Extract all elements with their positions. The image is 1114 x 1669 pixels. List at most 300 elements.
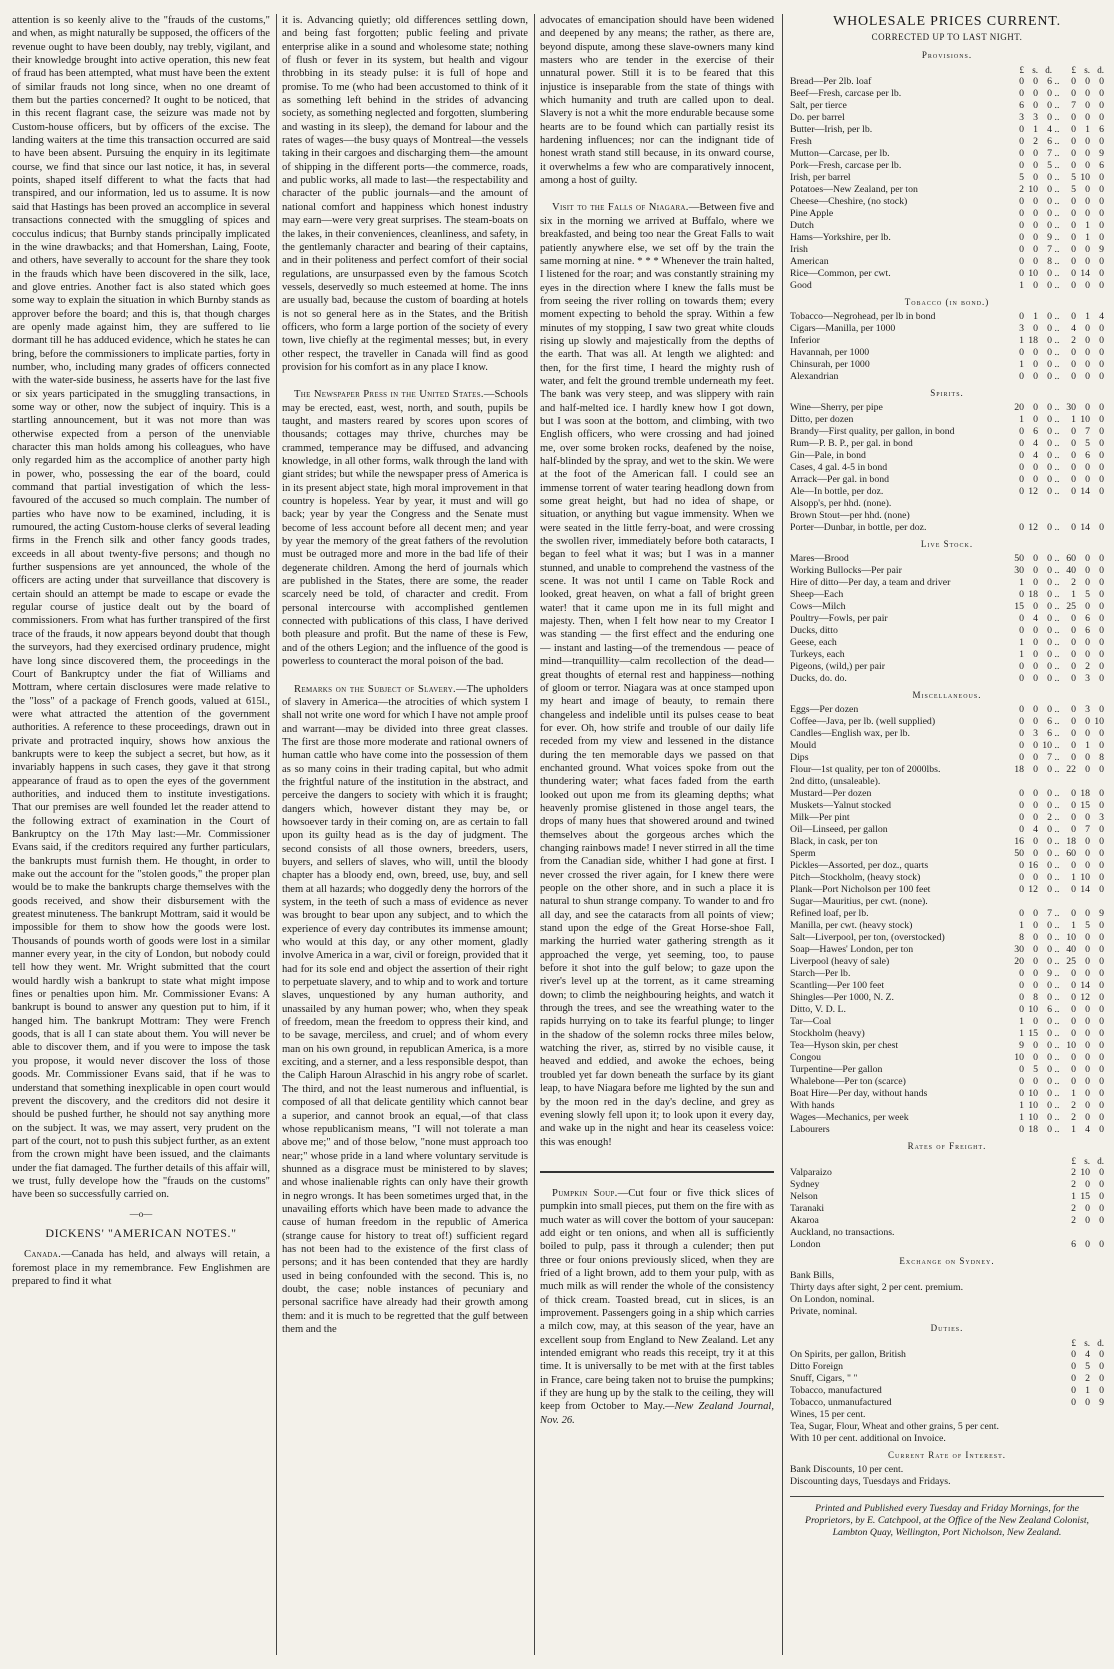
price-value: 0 <box>1019 88 1024 99</box>
price-value: 9 <box>1099 148 1104 159</box>
price-value: 0 <box>1071 426 1076 437</box>
freight-value: 15 <box>1080 1191 1090 1202</box>
range-separator: .. <box>1054 335 1060 346</box>
range-separator: .. <box>1054 932 1060 943</box>
price-value: 0 <box>1047 848 1052 859</box>
price-value: 0 <box>1033 872 1038 883</box>
range-separator: .. <box>1054 311 1060 322</box>
price-value: 0 <box>1085 244 1090 255</box>
price-value: 0 <box>1071 256 1076 267</box>
price-value: 0 <box>1047 359 1052 370</box>
price-row <box>790 553 1104 565</box>
price-value: 0 <box>1099 944 1104 955</box>
price-value: 0 <box>1019 860 1024 871</box>
price-value: 0 <box>1099 426 1104 437</box>
freight-row <box>790 1179 1104 1191</box>
price-value: 0 <box>1033 244 1038 255</box>
price-value: 0 <box>1071 486 1076 497</box>
freight-destination: Auckland, no transactions. <box>790 1227 895 1238</box>
price-value: 0 <box>1071 160 1076 171</box>
price-value: 0 <box>1019 992 1024 1003</box>
separator: —o— <box>129 1208 153 1219</box>
range-separator: .. <box>1054 1028 1060 1039</box>
price-row <box>790 764 1104 776</box>
price-section-heading: Live Stock. <box>920 539 974 549</box>
price-value: 0 <box>1019 196 1024 207</box>
customs-frauds-article: attention is so keenly alive to the "frauds of the customs," and when, as might naturally be supposed, the officers of the revenue ought to have been doubly, nay trebly, vigilant, and their knowledge brought into active operation, this new feat of fraud has been attempted, what must have been the extent of similar frauds not long since, when no one dreamt of them but the parties concerned? It ought to be noticed, that in this recent flagrant case, the seizure was made not by Custom-house officers, but by officers of the excise. The landing waiters at the time this transaction occurred are said to have been absent. Pursuing the enquiry in its legitimate course, we find that since our last notice, it has, in several points, shaped itself different to what the facts that had transpired, and our information, led us to assume. It is now said that Hastings has been proved an accomplice in several transactions connected with the smuggling of spices and cocculus indicus; that Burnby stands principally implicated in the wine drawbacks; and that Homershan, Laing, Foote, and others, have severally to account for the share they took in the frauds which have been discovered in the silk, lace, and glove entries. Another fact is also stated which goes some way to explain the situation in which Burnby stands as approver before the board; and this is, that though charges are openly made against him, they are suffered to lie dormant till he has adduced evidence, which he states he can bring, before the commissioners to implicate parties, forty in number, who, including many grades of officers connected with the water-side business, he asserts have for the last five or six years participated in the smuggling transactions, in some way or other, now the subject of inquiry. This is a startling announcement, but it was not more than was otherwise expected from a person of the unenviable character this man holds among his colleagues, who have only regarded him as the accomplice of another party high in power, who, possessing the ear of the board, could command that partial investigation of which the less-favoured of the accused so much complain. The number of parties who have now to be examined, including, it is rumoured, the acting Custom-house clerks of several leading firms in the French silk and other fancy goods trades, exceeds in all about twenty-five persons; and though no further suspensions are yet announced, the whole of the officers are acting under that surveillance that discovery is certain should an attempt be made to escape or evade the regular course of justice dealt out by the board of commissioners. From what has further transpired of the first trace of the frauds, it now appears beyond doubt that though the surveyors, had they exercised ordinary prudence, might have long since discovered them, the proceedings in the Court of Bankruptcy under the fiat of Williams and Mottram, where certain disclosures were made relative to the "loss" of a package of French goods, valued at 615l., were what attracted the attention of the government authorities. A reference to these proceedings, drawn out in private and protracted inquiry, shows how anxious the bankrupts were to keep the subject a secret, but how, as it invariably happens in such cases, they gave it that strong appearance of fraud as to open the eyes of the government authorities, and induced them to institute investigations. That our premises are well founded let the reader attend to the following extract of examination in the Court of Bankruptcy on the 17th May last:—Mr. Commissioner Evans said, if the creditors required any further particulars, the bankrupts must furnish them. He thought, in order to make out the account for the "stolen goods," the proper plan would be to make the bankrupts charge themselves with the goods received, and show their disbursement with the greatest minuteness. The bankrupt Mottram, said it would be impossible for them to show how the goods were lost. Thousands of pounds worth of goods were lost in a similar manner every year, in the city of London, but nobody could tell how they went. Mr. Wright submitted that the court would hardly wish a bankrupt to state what might impose fines or penalties upon him. Mr. Commissioner Evans: A bankrupt is bound to answer any question put to him, if it hanged him. The bankrupt Mottram: They were French goods, that is all I can state about them. You will never be able to discover them, and if you were to impose the task you propose, it would never discover the loss of those goods. Mr. Commissioner Evans said, that if he was to understand that something inexplicable in open court would prevent the discovery, and the creditors did not desire it should be pushed further, he should not say anything more on the subject. It was, we may assert, very prudent on the part of the court, not to push this subject further, as an extent from the crown might have been issued, and the claimants under the fiat damaged. The further details of this affair will, we trust, fully develope how the "frauds on the customs" have been so successfully carried on. <box>12 15 270 1201</box>
range-separator: .. <box>1054 208 1060 219</box>
price-row <box>790 414 1104 426</box>
price-value: 0 <box>1047 565 1052 576</box>
price-value: 0 <box>1019 1004 1024 1015</box>
price-table <box>790 402 1104 534</box>
freight-value: 0 <box>1099 1179 1104 1190</box>
price-value: 0 <box>1085 462 1090 473</box>
range-separator: .. <box>1054 824 1060 835</box>
price-value: 0 <box>1085 601 1090 612</box>
price-item: Tar—Coal <box>790 1016 832 1027</box>
price-item: American <box>790 256 829 267</box>
range-separator <box>1052 776 1062 788</box>
column-1 <box>12 14 270 1655</box>
price-value: 0 <box>1071 124 1076 135</box>
price-section-heading: Tobacco (in bond.) <box>904 297 990 307</box>
price-value: 0 <box>1099 347 1104 358</box>
freight-value: 2 <box>1071 1179 1076 1190</box>
price-row <box>790 752 1104 764</box>
price-item: Rum—P. B. P., per gal. in bond <box>790 438 913 449</box>
column-unit: £ <box>1071 1338 1076 1348</box>
freight-destination: Taranaki <box>790 1203 825 1214</box>
slavery-heading: Remarks on the Subject of Slavery. <box>294 683 457 695</box>
price-row <box>790 347 1104 359</box>
price-value: 0 <box>1047 426 1052 437</box>
price-item: Whalebone—Per ton (scarce) <box>790 1076 906 1087</box>
price-item: Turpentine—Per gallon <box>790 1064 883 1075</box>
price-value: 5 <box>1033 1064 1038 1075</box>
price-value: 22 <box>1066 764 1076 775</box>
price-value: 9 <box>1019 1040 1024 1051</box>
exchange-lines <box>790 1270 1104 1318</box>
price-row <box>790 438 1104 450</box>
price-value <box>1010 510 1024 522</box>
price-value: 0 <box>1047 112 1052 123</box>
price-value: 0 <box>1099 414 1104 425</box>
range-separator: .. <box>1054 450 1060 461</box>
price-value: 10 <box>1028 268 1038 279</box>
duty-item: Tobacco, manufactured <box>790 1385 882 1396</box>
price-value: 50 <box>1014 553 1024 564</box>
price-item: Cows—Milch <box>790 601 846 612</box>
price-value: 30 <box>1066 402 1076 413</box>
price-value: 0 <box>1071 522 1076 533</box>
price-value: 0 <box>1099 1004 1104 1015</box>
price-value: 16 <box>1028 860 1038 871</box>
freight-value: 0 <box>1085 1179 1090 1190</box>
price-value: 0 <box>1047 522 1052 533</box>
range-separator: .. <box>1054 474 1060 485</box>
price-value: 0 <box>1071 704 1076 715</box>
freight-value: 0 <box>1085 1215 1090 1226</box>
price-value: 0 <box>1099 577 1104 588</box>
price-value: 0 <box>1099 76 1104 87</box>
price-row <box>790 800 1104 812</box>
price-value <box>1010 776 1024 788</box>
price-value: 0 <box>1071 232 1076 243</box>
price-value: 0 <box>1085 812 1090 823</box>
price-value: 0 <box>1019 371 1024 382</box>
price-value: 0 <box>1047 637 1052 648</box>
price-value: 0 <box>1019 474 1024 485</box>
price-row <box>790 980 1104 992</box>
price-value: 8 <box>1099 752 1104 763</box>
price-value: 0 <box>1047 220 1052 231</box>
price-value: 0 <box>1033 956 1038 967</box>
price-value: 0 <box>1047 1112 1052 1123</box>
price-item: Boat Hire—Per day, without hands <box>790 1088 928 1099</box>
price-value: 3 <box>1085 704 1090 715</box>
price-value: 50 <box>1014 848 1024 859</box>
price-row <box>790 335 1104 347</box>
range-separator: .. <box>1054 1112 1060 1123</box>
price-value <box>1076 896 1090 908</box>
price-value: 12 <box>1028 522 1038 533</box>
price-value <box>1062 776 1076 788</box>
price-value: 0 <box>1099 100 1104 111</box>
range-separator: .. <box>1054 860 1060 871</box>
price-item: Cases, 4 gal. 4-5 in bond <box>790 462 888 473</box>
price-value: 0 <box>1085 764 1090 775</box>
price-value: 0 <box>1071 649 1076 660</box>
price-value: 0 <box>1019 908 1024 919</box>
price-value: 0 <box>1019 1124 1024 1135</box>
freight-destination: Nelson <box>790 1191 818 1202</box>
price-value: 0 <box>1019 522 1024 533</box>
price-value: 1 <box>1033 124 1038 135</box>
price-value: 0 <box>1085 359 1090 370</box>
price-value: 0 <box>1099 1064 1104 1075</box>
price-value: 0 <box>1047 824 1052 835</box>
price-row <box>790 323 1104 335</box>
price-item: Inferior <box>790 335 820 346</box>
price-value: 0 <box>1099 1016 1104 1027</box>
price-item: Manilla, per cwt. (heavy stock) <box>790 920 913 931</box>
price-row <box>790 1088 1104 1100</box>
price-value: 0 <box>1085 752 1090 763</box>
range-separator <box>1052 896 1062 908</box>
price-value: 0 <box>1033 740 1038 751</box>
price-value <box>1090 498 1104 510</box>
price-value: 1 <box>1071 920 1076 931</box>
price-value: 0 <box>1071 462 1076 473</box>
price-value: 0 <box>1033 196 1038 207</box>
duty-row <box>790 1373 1104 1385</box>
price-item: Pine Apple <box>790 208 834 219</box>
price-value: 0 <box>1047 462 1052 473</box>
price-value: 0 <box>1033 932 1038 943</box>
price-value: 0 <box>1071 613 1076 624</box>
price-value: 0 <box>1033 1016 1038 1027</box>
price-value: 0 <box>1085 908 1090 919</box>
duty-item: Ditto Foreign <box>790 1361 844 1372</box>
duty-item: On Spirits, per gallon, British <box>790 1349 906 1360</box>
price-value: 0 <box>1099 728 1104 739</box>
pumpkin-soup-paragraph <box>540 1187 774 1427</box>
price-value: 15 <box>1014 601 1024 612</box>
price-value <box>1038 896 1052 908</box>
price-value: 4 <box>1071 323 1076 334</box>
price-item: Hams—Yorkshire, per lb. <box>790 232 891 243</box>
range-separator <box>1052 498 1062 510</box>
price-value: 0 <box>1071 220 1076 231</box>
price-row <box>790 280 1104 292</box>
price-row <box>790 589 1104 601</box>
price-row <box>790 968 1104 980</box>
price-value: 0 <box>1099 661 1104 672</box>
price-row <box>790 920 1104 932</box>
price-value: 14 <box>1080 884 1090 895</box>
price-value <box>1024 896 1038 908</box>
price-item: Mutton—Carcase, per lb. <box>790 148 890 159</box>
price-value: 0 <box>1019 160 1024 171</box>
price-value: 0 <box>1071 280 1076 291</box>
duty-value: 0 <box>1099 1349 1104 1360</box>
column-rule <box>782 14 783 1655</box>
duty-note: Wines, 15 per cent. <box>790 1409 866 1420</box>
column-unit: d. <box>1097 65 1104 75</box>
price-value: 0 <box>1099 848 1104 859</box>
price-value: 0 <box>1099 932 1104 943</box>
price-value: 0 <box>1047 323 1052 334</box>
price-value: 0 <box>1071 359 1076 370</box>
price-value: 1 <box>1071 589 1076 600</box>
price-item: Potatoes—New Zealand, per ton <box>790 184 918 195</box>
price-row <box>790 788 1104 800</box>
price-value: 1 <box>1019 920 1024 931</box>
range-separator: .. <box>1054 565 1060 576</box>
price-row <box>790 836 1104 848</box>
column-rule <box>534 14 535 1655</box>
range-separator: .. <box>1054 136 1060 147</box>
price-value: 12 <box>1080 992 1090 1003</box>
price-value: 0 <box>1033 968 1038 979</box>
price-value: 1 <box>1019 577 1024 588</box>
freight-row <box>790 1227 1104 1239</box>
price-value: 0 <box>1085 100 1090 111</box>
range-separator: .. <box>1054 462 1060 473</box>
price-value: 4 <box>1033 824 1038 835</box>
price-item: Gin—Pale, in bond <box>790 450 866 461</box>
pumpkin-soup-source: —New Zealand Journal, Nov. 26. <box>540 1401 774 1426</box>
range-separator: .. <box>1054 76 1060 87</box>
freight-row <box>790 1239 1104 1251</box>
price-value: 18 <box>1028 1124 1038 1135</box>
price-value: 0 <box>1033 944 1038 955</box>
price-row <box>790 812 1104 824</box>
price-row <box>790 522 1104 534</box>
price-item: Irish, per barrel <box>790 172 851 183</box>
freight-value: 1 <box>1071 1191 1076 1202</box>
price-value: 0 <box>1047 956 1052 967</box>
price-value: 0 <box>1071 450 1076 461</box>
price-row <box>790 160 1104 172</box>
price-item: Refined loaf, per lb. <box>790 908 869 919</box>
price-value: 6 <box>1047 1004 1052 1015</box>
duties-table <box>790 1337 1104 1409</box>
price-value: 8 <box>1047 256 1052 267</box>
price-value: 0 <box>1085 565 1090 576</box>
freight-value: 0 <box>1099 1239 1104 1250</box>
price-value: 0 <box>1033 88 1038 99</box>
price-value: 0 <box>1019 812 1024 823</box>
price-value: 0 <box>1085 1052 1090 1063</box>
price-value: 0 <box>1071 1076 1076 1087</box>
price-value: 0 <box>1019 1064 1024 1075</box>
price-row <box>790 649 1104 661</box>
freight-table <box>790 1155 1104 1251</box>
price-value: 0 <box>1019 244 1024 255</box>
duty-item: Tobacco, unmanufactured <box>790 1397 892 1408</box>
price-value: 0 <box>1071 1028 1076 1039</box>
price-value: 0 <box>1033 474 1038 485</box>
pumpkin-soup-text: —Cut four or five thick slices of pumpkin into small pieces, put them on the fire with as much water as will cover the bottom of your saucepan: add eight or ten onions, and when all is sufficiently boiled to pulp, pass it through a culender; then put three or four onions previously sliced, when they are fried of a light brown, add to them your pulp, with as much milk as will render the whole of the consistency of thick cream. Toasted bread, cut in slices, is an improvement. Passengers going in a ship which carries a milch cow, may, at this season of the year, have an excellent soup from England to New Zealand. Let any intended emigrant who reads this receipt, try it at this time. It is universally to be met with at the first tables in France, care being taken not to bruise the pumpkins; if they are hung up by the stalk to the ceiling, they will keep from October to May. <box>540 1187 774 1413</box>
price-value: 1 <box>1085 220 1090 231</box>
freight-row <box>790 1191 1104 1203</box>
price-item: Liverpool (heavy of sale) <box>790 956 890 967</box>
price-row <box>790 371 1104 383</box>
price-value: 0 <box>1033 848 1038 859</box>
price-value: 0 <box>1085 112 1090 123</box>
column-unit: d. <box>1097 1338 1104 1348</box>
price-row <box>790 256 1104 268</box>
freight-value: 0 <box>1085 1203 1090 1214</box>
price-value: 0 <box>1099 860 1104 871</box>
price-value: 0 <box>1099 613 1104 624</box>
duty-value: 0 <box>1099 1385 1104 1396</box>
price-item: Alexandrian <box>790 371 839 382</box>
price-value: 0 <box>1033 716 1038 727</box>
price-row <box>790 625 1104 637</box>
price-value: 10 <box>1028 184 1038 195</box>
price-value: 0 <box>1047 335 1052 346</box>
price-value: 0 <box>1047 196 1052 207</box>
price-value: 0 <box>1033 661 1038 672</box>
price-row <box>790 860 1104 872</box>
price-value: 0 <box>1071 438 1076 449</box>
duty-value: 0 <box>1071 1397 1076 1408</box>
range-separator: .. <box>1054 968 1060 979</box>
price-item: Beef—Fresh, carcase per lb. <box>790 88 902 99</box>
price-row <box>790 184 1104 196</box>
price-value: 0 <box>1085 860 1090 871</box>
price-value: 0 <box>1099 872 1104 883</box>
range-separator: .. <box>1054 371 1060 382</box>
range-separator: .. <box>1054 740 1060 751</box>
price-value: 0 <box>1047 208 1052 219</box>
range-separator: .. <box>1054 268 1060 279</box>
range-separator: .. <box>1054 553 1060 564</box>
price-value: 1 <box>1019 649 1024 660</box>
price-item: Bread—Per 2lb. loaf <box>790 76 872 87</box>
price-row <box>790 426 1104 438</box>
column-unit <box>1052 64 1062 76</box>
price-item: Ale—In bottle, per doz. <box>790 486 884 497</box>
price-value: 0 <box>1099 112 1104 123</box>
price-value: 0 <box>1033 347 1038 358</box>
price-value: 1 <box>1085 740 1090 751</box>
price-value: 0 <box>1085 944 1090 955</box>
range-separator: .. <box>1054 148 1060 159</box>
duty-value: 2 <box>1085 1373 1090 1384</box>
price-value: 0 <box>1033 1052 1038 1063</box>
price-value: 9 <box>1099 908 1104 919</box>
price-row <box>790 220 1104 232</box>
range-separator: .. <box>1054 100 1060 111</box>
range-separator: .. <box>1054 347 1060 358</box>
price-value: 0 <box>1033 172 1038 183</box>
price-value: 2 <box>1071 1112 1076 1123</box>
price-value: 18 <box>1014 764 1024 775</box>
price-value: 6 <box>1047 76 1052 87</box>
exchange-heading: Exchange on Sydney. <box>899 1256 995 1266</box>
price-value: 0 <box>1019 673 1024 684</box>
price-value: 0 <box>1099 371 1104 382</box>
range-separator: .. <box>1054 280 1060 291</box>
price-value: 0 <box>1085 184 1090 195</box>
price-item: Tobacco—Negrohead, per lb in bond <box>790 311 936 322</box>
price-item: Flour—1st quality, per ton of 2000lbs. <box>790 764 941 775</box>
price-value: 0 <box>1047 347 1052 358</box>
price-value: 0 <box>1099 1076 1104 1087</box>
dickens-american-notes-title: DICKENS' "AMERICAN NOTES." <box>45 1225 237 1240</box>
price-item: Sheep—Each <box>790 589 844 600</box>
price-value: 8 <box>1019 932 1024 943</box>
price-row <box>790 637 1104 649</box>
price-value: 0 <box>1033 553 1038 564</box>
price-item: Irish <box>790 244 808 255</box>
price-value: 16 <box>1014 836 1024 847</box>
price-value: 5 <box>1071 184 1076 195</box>
price-value: 0 <box>1047 1064 1052 1075</box>
prices-title: WHOLESALE PRICES CURRENT. <box>833 14 1061 29</box>
slavery-text: —The upholders of slavery in America—the atrocities of which system I shall not write one word for which I have not ample proof and warrant—may be divided into three great classes. The first are those more moderate and rational owners of human cattle who have come into the possession of them as so many coins in their trading capital, but who admit the frightful nature of the institution in the abstract, and perceive the dangers to society with which it is fraught; dangers which, however distant they may be, or howsoever tardy in their coming on, are as certain to fall upon its guilty head as is the day of judgment. The second consists of all those owners, breeders, users, buyers, and sellers of slaves, who will, until the bloody chapter has a bloody end, own, breed, use, buy, and sell them at all hazards; who doggedly deny the horrors of the system, in the teeth of such a mass of evidence as never was brought to bear upon any subject, and to which the experience of every day contributes its immense amount; who would at this day, or any other moment, gladly involve America in a war, civil or foreign, provided that it had for its sole end and object the assertion of their right to perpetuate slavery, and to whip and to work and torture slaves, unquestioned by any human authority, and unassailed by any human power; who, when they speak of freedom, mean the freedom to oppress their kind, and to be savage, merciless, and cruel; and of whom every man on his own ground, in republican America, is a more exciting, and a sterner, and a less responsible despot, than the Caliph Haroun Alraschid in his angry robe of scarlet. The third, and not the least numerous and influential, is composed of all that delicate gentility which cannot bear a superior, and cannot brook an equal,—of that class whose republicanism means, "I will not tolerate a man above me;" and of those below, "none must approach too near;" whose pride in a land where voluntary servitude is shunned as a disgrace must be ministered to by slaves; and whose inalienable rights can only have their growth in negro wrongs. It has been sometimes urged that, in the unavailing efforts which have been made to advance the cause of human freedom in the republic of America (strange cause for history to treat of!) sufficient regard has not been had to the existence of the first class of persons; and it has been contended that they are hardly used in being confounded with the second. This is, no doubt, the case; noble instances of pecuniary and personal sacrifice have already had their growth among them: and it is much to be regretted that the gulf between them and the <box>282 683 528 1335</box>
exchange-line: Private, nominal. <box>790 1306 858 1317</box>
duty-value: 9 <box>1099 1397 1104 1408</box>
price-value: 0 <box>1085 76 1090 87</box>
price-value: 1 <box>1071 1088 1076 1099</box>
price-row <box>790 1124 1104 1136</box>
price-section-heading: Provisions. <box>921 50 973 60</box>
duties-heading: Duties. <box>930 1323 964 1333</box>
range-separator: .. <box>1054 716 1060 727</box>
price-row <box>790 740 1104 752</box>
price-table <box>790 64 1104 292</box>
price-value: 0 <box>1047 371 1052 382</box>
price-value: 0 <box>1099 232 1104 243</box>
price-value: 20 <box>1014 402 1024 413</box>
price-row <box>790 100 1104 112</box>
range-separator: .. <box>1054 1100 1060 1111</box>
price-value: 1 <box>1019 637 1024 648</box>
price-value: 0 <box>1019 661 1024 672</box>
price-value: 0 <box>1099 522 1104 533</box>
canada-paragraph <box>12 1248 270 1288</box>
price-value: 0 <box>1085 196 1090 207</box>
price-value: 10 <box>1080 872 1090 883</box>
price-row <box>790 232 1104 244</box>
range-separator: .. <box>1054 992 1060 1003</box>
price-row <box>790 1040 1104 1052</box>
